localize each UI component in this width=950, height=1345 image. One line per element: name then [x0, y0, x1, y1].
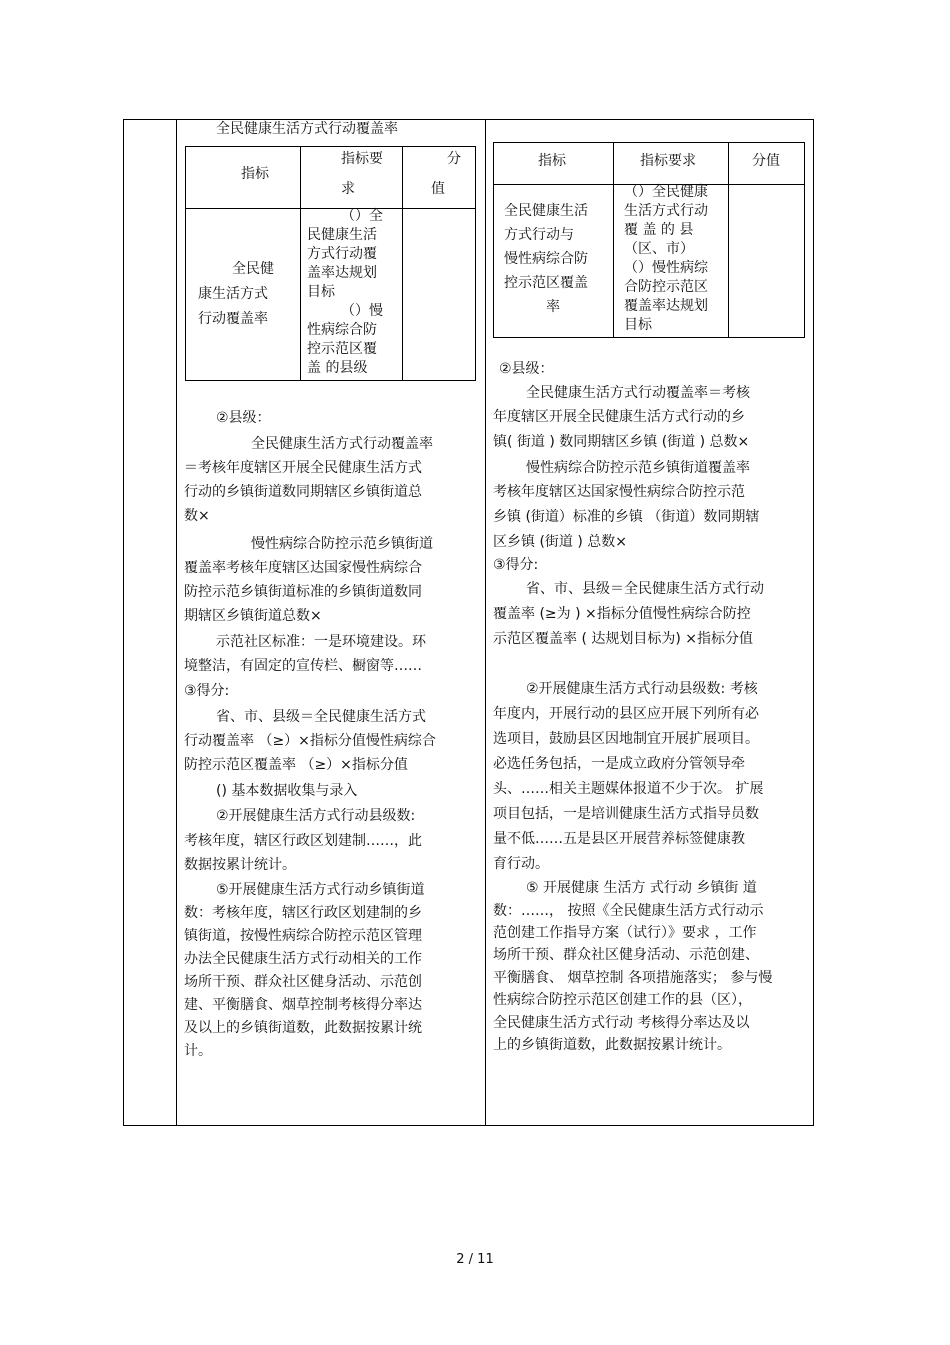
- left-text-line: 防控示范区覆盖率 （≥）×指标分值: [184, 757, 408, 773]
- left-text-line: 办法全民健康生活方式行动相关的工作: [184, 951, 422, 967]
- right-text-line: 量不低……五是县区开展营养标签健康教: [493, 831, 745, 847]
- right-th-score: 分值: [752, 153, 780, 169]
- left-name-line: 全民健: [232, 261, 274, 277]
- right-text-line: 乡镇 (街道）标准的乡镇 （街道）数同期辖: [493, 509, 760, 525]
- left-heading: 全民健康生活方式行动覆盖率: [216, 121, 398, 137]
- left-text-line: 期辖区乡镇街道总数×: [184, 608, 322, 624]
- left-text-line: 全民健康生活方式行动覆盖率: [251, 436, 433, 452]
- right-text-line: ②开展健康生活方式行动县级数: 考核: [526, 681, 758, 697]
- left-th-score-2: 值: [431, 181, 445, 197]
- right-req-line: 覆盖率达规划: [624, 298, 708, 314]
- right-th-req: 指标要求: [640, 153, 696, 169]
- right-req-line: 生活方式行动: [624, 203, 708, 219]
- left-req-line: 目标: [307, 284, 335, 300]
- right-text-line: 全民健康生活方式行动覆盖率＝考核: [526, 385, 750, 401]
- right-text-line: 全民健康生活方式行动 考核得分率达及以: [493, 1015, 750, 1031]
- left-text-line: 考核年度，辖区行政区划建制……，此: [184, 833, 422, 849]
- left-text-line: 防控示范乡镇街道标准的乡镇街道数同: [184, 584, 422, 600]
- right-text-line: 考核年度辖区达国家慢性病综合防控示范: [493, 484, 745, 500]
- right-text-line: 头、……相关主题媒体报道不少于次。 扩展: [493, 781, 764, 797]
- left-req-line: 性病综合防: [307, 322, 377, 338]
- left-req-line: 盖率达规划: [307, 265, 377, 281]
- right-req-line: 覆 盖 的 县: [624, 222, 694, 238]
- right-name-line: 率: [546, 299, 560, 315]
- left-req-line: 盖 的县级: [307, 360, 368, 376]
- left-text-line: 省、市、县级＝全民健康生活方式: [216, 709, 426, 725]
- left-text-line: 行动覆盖率 （≥）×指标分值慢性病综合: [184, 733, 436, 749]
- right-text-line: 年度辖区开展全民健康生活方式行动的乡: [493, 409, 745, 425]
- right-text-line: 范创建工作指导方案（试行）》要求 ，工作: [493, 925, 757, 941]
- right-text-line: ⑤ 开展健康 生活方 式行动 乡镇街 道: [526, 880, 757, 896]
- left-req-line: （）慢: [341, 303, 383, 319]
- left-text-line: 慢性病综合防控示范乡镇街道: [251, 536, 433, 552]
- left-text-line: 计。: [184, 1043, 212, 1059]
- left-th-indicator: 指标: [241, 166, 269, 182]
- right-text-line: 数：……， 按照《全民健康生活方式行动示: [493, 903, 764, 919]
- right-text-line: 项目包括，一是培训健康生活方式指导员数: [493, 806, 759, 822]
- right-req-line: （）全民健康: [624, 184, 708, 200]
- right-text-line: 性病综合防控示范区创建工作的县（区），: [493, 992, 752, 1008]
- left-text-line: 覆盖率考核年度辖区达国家慢性病综合: [184, 560, 422, 576]
- right-text-line: ②县级：: [499, 361, 554, 377]
- right-name-line: 控示范区覆盖: [504, 275, 588, 291]
- page-number: 2 / 11: [456, 1252, 494, 1267]
- right-req-line: （）慢性病综: [624, 260, 708, 276]
- left-name-line: 康生活方式: [198, 286, 268, 302]
- left-text-line: 数：考核年度，辖区行政区划建制的乡: [184, 905, 422, 921]
- left-text-line: 镇街道，按慢性病综合防控示范区管理: [184, 928, 422, 944]
- left-text-line: ②开展健康生活方式行动县级数:: [216, 808, 416, 824]
- left-text-line: 数据按累计统计。: [184, 857, 296, 873]
- left-req-line: 控示范区覆: [307, 341, 377, 357]
- left-req-line: 方式行动覆: [307, 246, 377, 262]
- left-text-line: 境整洁，有固定的宣传栏、橱窗等……: [184, 658, 422, 674]
- left-th-req-1: 指标要: [341, 151, 383, 167]
- left-text-line: 行动的乡镇街道数同期辖区乡镇街道总: [184, 484, 422, 500]
- left-req-line: 民健康生活: [307, 227, 377, 243]
- left-text-line: 示范社区标准：一是环境建设。环: [216, 634, 426, 650]
- right-text-line: 覆盖率 (≥为 ) ×指标分值慢性病综合防控: [493, 606, 751, 622]
- right-th-indicator: 指标: [538, 153, 566, 169]
- right-req-line: 目标: [624, 317, 652, 333]
- left-req-line: （）全: [341, 208, 383, 224]
- right-text-line: 场所干预、群众社区健身活动、示范创建、: [493, 947, 759, 963]
- right-req-line: 合防控示范区: [624, 279, 708, 295]
- right-req-line: （区、市）: [624, 241, 694, 257]
- right-text-line: 示范区覆盖率 ( 达规划目标为) ×指标分值: [493, 631, 754, 647]
- right-name-line: 方式行动与: [504, 227, 574, 243]
- left-th-req-2: 求: [341, 181, 355, 197]
- right-text-line: 区乡镇 (街道 ) 总数×: [493, 534, 628, 550]
- left-text-line: ⑤开展健康生活方式行动乡镇街道: [216, 882, 425, 898]
- left-text-line: 建、平衡膳食、烟草控制考核得分率达: [184, 997, 422, 1013]
- right-text-line: 育行动。: [493, 856, 549, 872]
- left-text-line: 及以上的乡镇街道数，此数据按累计统: [184, 1020, 422, 1036]
- left-text-line: 数×: [184, 508, 210, 524]
- left-indicator-table: [185, 146, 476, 381]
- right-name-line: 全民健康生活: [504, 203, 588, 219]
- left-text-line: ③得分:: [184, 683, 230, 699]
- right-text-line: 镇( 街道 ) 数同期辖区乡镇 (街道 ) 总数×: [493, 434, 750, 450]
- left-th-score-1: 分: [447, 151, 461, 167]
- left-text-line: ②县级：: [216, 410, 271, 426]
- right-text-line: 上的乡镇街道数，此数据按累计统计。: [493, 1037, 731, 1053]
- right-text-line: 年度内，开展行动的县区应开展下列所有必: [493, 706, 759, 722]
- right-name-line: 慢性病综合防: [504, 251, 588, 267]
- left-text-line: () 基本数据收集与录入: [216, 783, 358, 799]
- right-text-line: 选项目，鼓励县区因地制宜开展扩展项目。: [493, 731, 759, 747]
- column-divider-2: [485, 119, 486, 1126]
- left-text-line: 场所干预、群众社区健身活动、示范创: [184, 974, 422, 990]
- right-text-line: 必选任务包括，一是成立政府分管领导牵: [493, 756, 745, 772]
- right-indicator-table: [493, 142, 805, 338]
- left-text-line: ＝考核年度辖区开展全民健康生活方式: [184, 460, 422, 476]
- right-text-line: 省、市、县级＝全民健康生活方式行动: [526, 581, 764, 597]
- left-name-line: 行动覆盖率: [198, 311, 268, 327]
- right-text-line: 平衡膳食、 烟草控制 各项措施落实； 参与慢: [493, 970, 773, 986]
- column-divider-1: [176, 119, 177, 1126]
- right-text-line: 慢性病综合防控示范乡镇街道覆盖率: [526, 460, 750, 476]
- right-text-line: ③得分:: [493, 557, 539, 573]
